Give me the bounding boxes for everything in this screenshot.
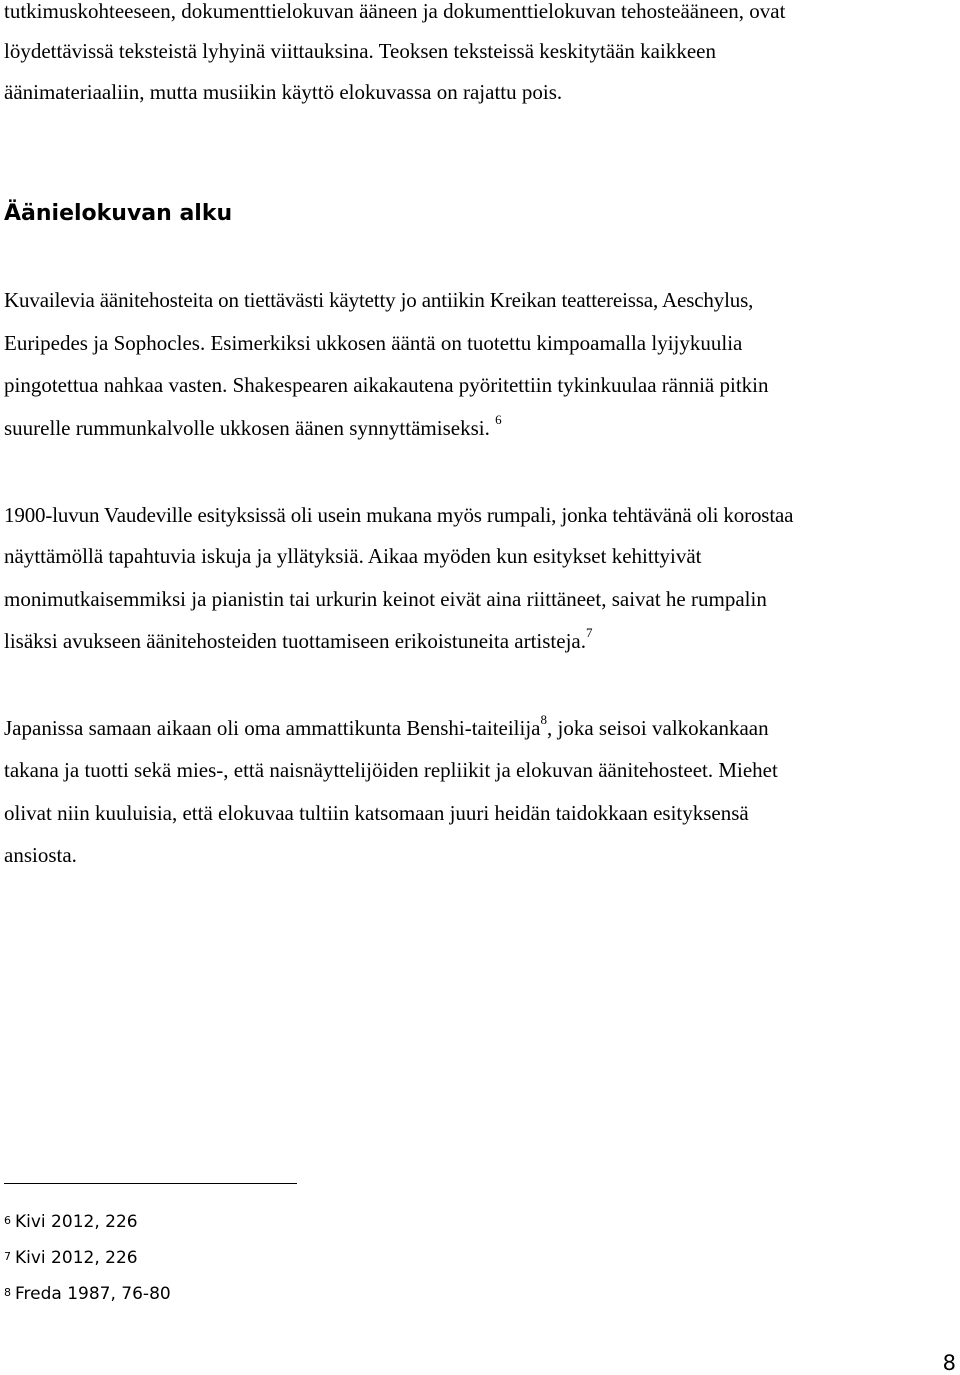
footnote-reference: 8 [540,712,548,727]
footnote-reference: 7 [586,625,593,640]
paragraph-line: olivat niin kuuluisia, että elokuvaa tultiin katsomaan juuri heidän taidokkaan esityksensä [4,801,749,825]
paragraph-line: pingotettua nahkaa vasten. Shakespearen aikakautena pyöritettiin tykinkuulaa ränniä pitkin [4,373,769,397]
paragraph-text: suurelle rummunkalvolle ukkosen äänen synnyttämiseksi. [4,416,490,440]
paragraph-text: Japanissa samaan aikaan oli oma ammattikunta Benshi-taiteilija [4,716,541,740]
footnote [4,1247,138,1269]
paragraph-line: monimutkaisemmiksi ja pianistin tai urkurin keinot eivät aina riittäneet, saivat he rumpalin [4,587,767,611]
paragraph-line: Kuvailevia äänitehosteita on tiettävästi käytetty jo antiikin Kreikan teattereissa, Aeschylus, [4,288,754,312]
footnote-number: 6 [4,1214,11,1227]
paragraph-line: Euripedes ja Sophocles. Esimerkiksi ukkosen ääntä on tuotettu kimpoamalla lyijykuulia [4,331,743,355]
footnote [4,1283,171,1305]
footnote-number: 7 [4,1250,11,1263]
intro-line: tutkimuskohteeseen, dokumenttielokuvan ääneen ja dokumenttielokuvan tehosteääneen, ovat [4,0,786,23]
paragraph-text: , joka seisoi valkokankaan [547,716,769,740]
intro-line: löydettävissä teksteistä lyhyinä viittauksina. Teoksen teksteissä keskitytään kaikkeen [4,39,716,63]
footnote-number: 8 [4,1286,11,1299]
paragraph-text: lisäksi avukseen äänitehosteiden tuottamiseen erikoistuneita artisteja. [4,629,586,653]
footnote [4,1211,138,1233]
paragraph-line: ansiosta. [4,843,77,867]
paragraph-line: takana ja tuotti sekä mies-, että naisnäyttelijöiden repliikit ja elokuvan äänitehosteet. Miehet [4,758,778,782]
section-heading: Äänielokuvan alku [4,201,233,226]
footnote-reference: 6 [495,412,502,427]
paragraph-line [4,712,769,741]
paragraph-line [4,412,502,441]
footnote-separator [4,1183,297,1184]
paragraph-line [4,625,593,654]
footnote-text: Kivi 2012, 226 [15,1212,138,1232]
footnote-text: Freda 1987, 76-80 [15,1284,171,1304]
intro-line: äänimateriaaliin, mutta musiikin käyttö elokuvassa on rajattu pois. [4,80,563,104]
paragraph-line: 1900-luvun Vaudeville esityksissä oli usein mukana myös rumpali, jonka tehtävänä oli korostaa [4,503,794,527]
footnote-text: Kivi 2012, 226 [15,1248,138,1268]
page-number: 8 [942,1351,956,1375]
paragraph-line: näyttämöllä tapahtuvia iskuja ja yllätyksiä. Aikaa myöden kun esitykset kehittyivät [4,544,702,568]
